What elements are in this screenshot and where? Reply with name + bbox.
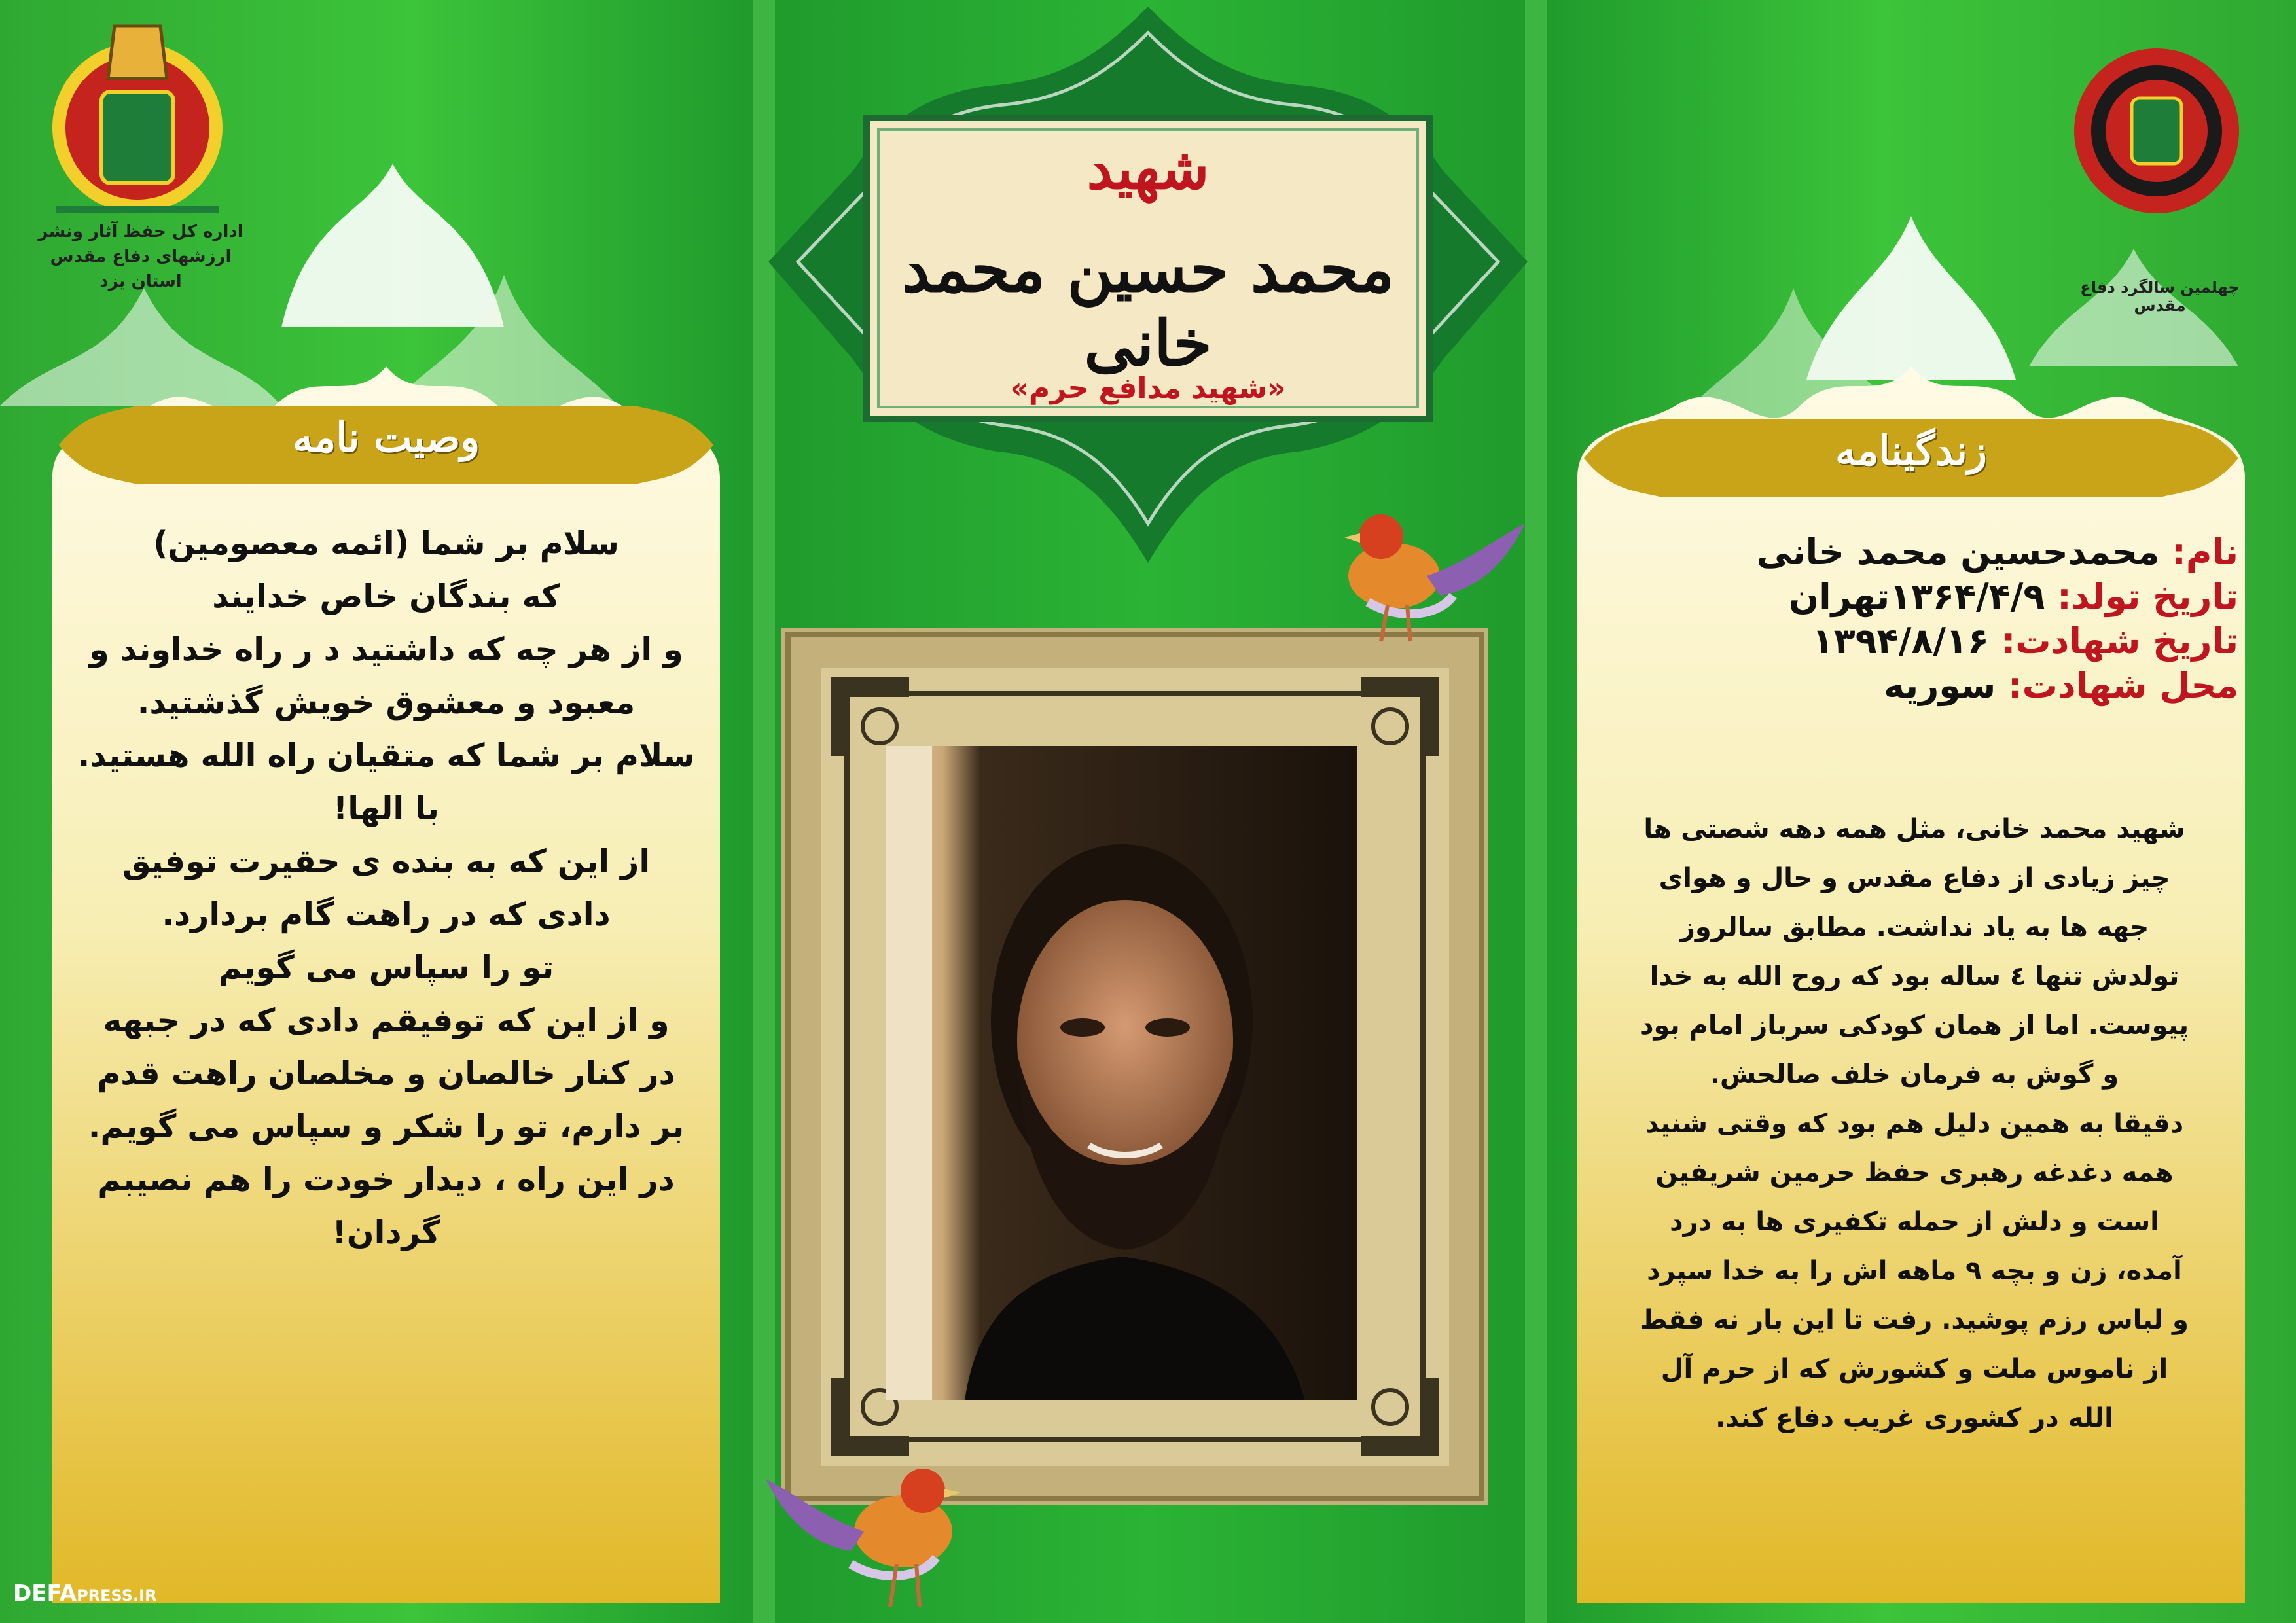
bird-ornament-top bbox=[1329, 497, 1538, 654]
bio-label: تاریخ تولد: bbox=[2057, 576, 2238, 617]
bio-value: محمدحسین محمد خانی bbox=[1756, 531, 2172, 573]
bio-line: است و دلش از حمله تکفیری ها به درد bbox=[1670, 1207, 2159, 1237]
left-emblem-logo bbox=[43, 13, 232, 216]
bio-field-name bbox=[1590, 530, 2238, 575]
bio-value: سوریه bbox=[1884, 665, 2009, 706]
bio-value: ۱۳۹۴/۸/۱۶ bbox=[1812, 620, 2001, 662]
left-logo-caption-line: اداره کل حفظ آثار ونشر bbox=[38, 222, 243, 241]
bio-line: تولدش تنها ٤ ساله بود که روح الله به خدا bbox=[1649, 961, 2179, 991]
bio-field-martyrdom-place bbox=[1590, 664, 2238, 708]
will-line: و از این که توفیقم دادی که در جبهه bbox=[103, 1002, 670, 1039]
left-logo-caption-line: استان یزد bbox=[99, 272, 182, 291]
bio-label: محل شهادت: bbox=[2008, 665, 2238, 706]
martyr-subtitle: «شهید مدافع حرم» bbox=[1010, 372, 1286, 405]
will-line: بر دارم، تو را شکر و سپاس می گویم. bbox=[88, 1108, 685, 1145]
bio-line: شهید محمد خانی، مثل همه دهه شصتی ها bbox=[1643, 814, 2185, 844]
bio-line: و گوش به فرمان خلف صالحش. bbox=[1710, 1060, 2119, 1090]
biography-text bbox=[1584, 805, 2245, 1443]
will-line: که بندگان خاص خدایند bbox=[212, 578, 560, 615]
will-line: تو را سپاس می گویم bbox=[218, 949, 554, 986]
bio-line: آمده، زن و بچه ۹ ماهه اش را به خدا سپرد bbox=[1647, 1256, 2182, 1286]
bio-line: و لباس رزم پوشید. رفت تا این بار نه فقط bbox=[1640, 1305, 2189, 1335]
will-line: از این که به بنده ی حقیرت توفیق bbox=[122, 843, 651, 880]
will-line: سلام بر شما که متقیان راه الله هستید. bbox=[77, 737, 695, 774]
biography-title: زندگینامه bbox=[1835, 427, 1987, 474]
will-line: با الها! bbox=[332, 790, 440, 827]
bio-line: همه دغدغه رهبری حفظ حرمین شریفین bbox=[1655, 1158, 2174, 1188]
watermark-brand: DEFA bbox=[13, 1580, 77, 1607]
will-line: معبود و معشوق خویش گذشتید. bbox=[137, 684, 636, 721]
will-line: سلام بر شما (ائمه معصومین) bbox=[153, 525, 619, 562]
bio-field-birth bbox=[1590, 575, 2238, 619]
biography-fields bbox=[1590, 530, 2238, 708]
bio-field-martyrdom-date bbox=[1590, 619, 2238, 664]
will-title: وصیت نامه bbox=[292, 414, 480, 461]
bio-label: تاریخ شهادت: bbox=[2001, 620, 2238, 662]
watermark-domain: PRESS.IR bbox=[77, 1586, 157, 1605]
bio-label: نام: bbox=[2172, 531, 2238, 573]
bio-line: دقیقا به همین دلیل هم بود که وقتی شنید bbox=[1645, 1109, 2184, 1139]
watermark bbox=[13, 1580, 157, 1607]
title-shahid: شهید bbox=[1086, 134, 1210, 202]
martyr-name: محمد حسین محمد خانی bbox=[901, 232, 1395, 380]
will-line: دادی که در راهت گام بردارد. bbox=[162, 896, 611, 933]
left-logo-caption bbox=[33, 219, 249, 294]
bird-ornament-bottom bbox=[759, 1459, 969, 1616]
bio-value: ۱۳۶۴/۴/۹تهران bbox=[1789, 576, 2058, 617]
martyr-photo bbox=[886, 746, 1357, 1400]
left-logo-caption-line: ارزشهای دفاع مقدس bbox=[50, 247, 232, 266]
will-line: گردان! bbox=[332, 1214, 440, 1251]
will-text bbox=[52, 517, 720, 1259]
will-line: و از هر چه که داشتید د ر راه خداوند و bbox=[89, 631, 683, 668]
right-emblem-logo bbox=[2072, 46, 2242, 216]
will-line: در این راه ، دیدار خودت را هم نصیبم bbox=[98, 1161, 675, 1198]
bio-line: پیوست. اما از همان کودکی سرباز امام بود bbox=[1640, 1010, 2189, 1041]
right-logo-caption: چهلمین سالگرد دفاع مقدس bbox=[2080, 278, 2240, 315]
bio-line: چیز زیادی از دفاع مقدس و حال و هوای bbox=[1659, 863, 2170, 893]
will-line: در کنار خالصان و مخلصان راهت قدم bbox=[97, 1055, 675, 1092]
bio-line: از ناموس ملت و کشورش که از حرم آل bbox=[1660, 1354, 2168, 1384]
bio-line: جهه ها به یاد نداشت. مطابق سالروز bbox=[1679, 912, 2149, 942]
bio-line: الله در کشوری غریب دفاع کند. bbox=[1715, 1403, 2113, 1433]
